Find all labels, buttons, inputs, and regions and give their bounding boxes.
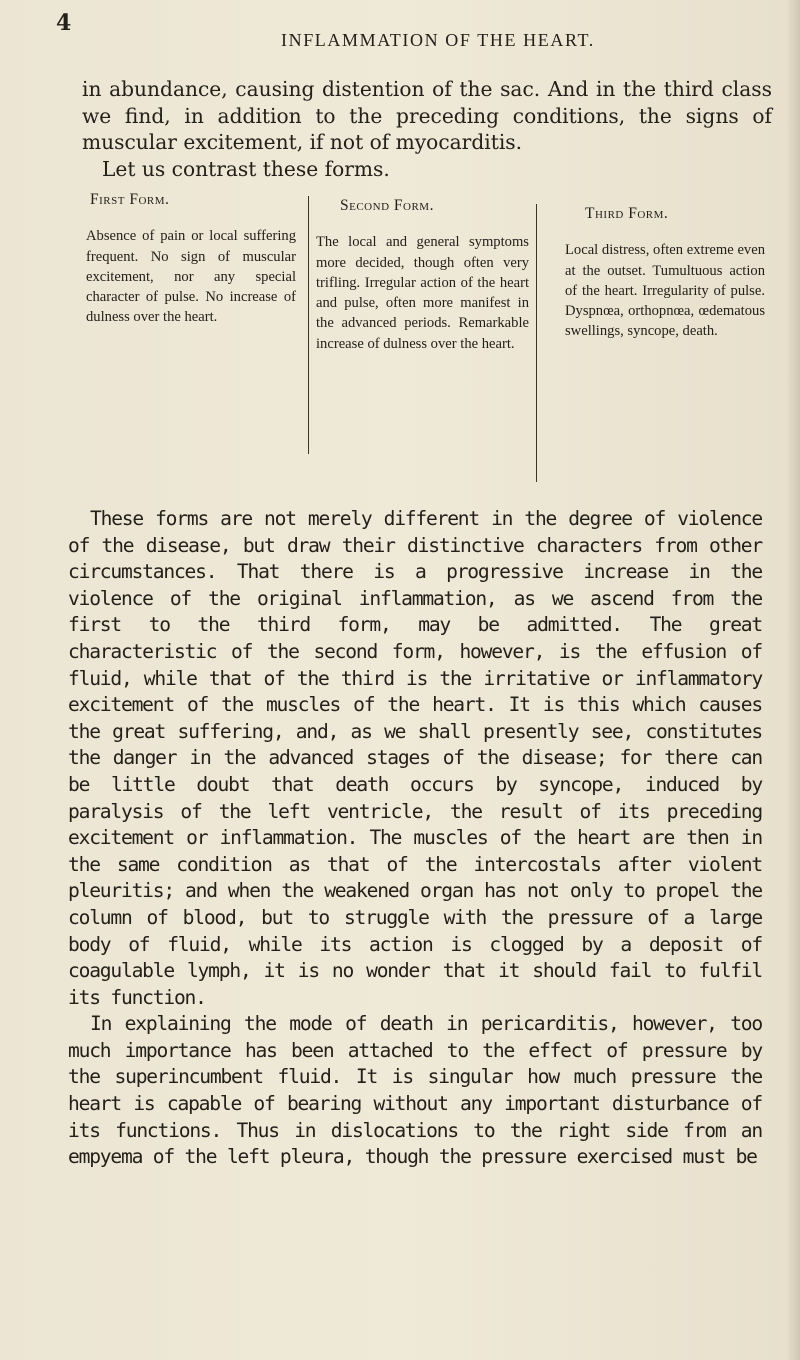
body-paragraph: These forms are not merely different in the degree of violence of the disease, but draw their distinctive characters from other circumstances. That there is a progressive increase in the violence of the original inflammation, as we ascend from the first to the third form, may be admitted. The great characteristic of the second form, however, is the effusion of fluid, while that of the third is the irritative or inflammatory excitement of the muscles of the heart. It is this which causes the great suffering, and, as we shall presently see, constitutes the danger in the advanced stages of the disease; for there can be little doubt that death occurs by syncope, induced by paralysis of the left ventricle, the result of its preceding excitement or inflammation. The muscles of the heart are then in the same condition as that of the intercostals after violent pleuritis; and when the weakened organ has not only to propel the column of blood, but to struggle with the pressure of a large body of fluid, while its action is clogged by a deposit of coagulable lymph, it is no wonder that it should fail to fulfil its function. xyxy=(68,507,762,1009)
running-title: INFLAMMATION OF THE HEART. xyxy=(281,30,595,50)
forms-comparison-table xyxy=(86,190,776,490)
third-form-heading: Third Form. xyxy=(585,205,669,222)
first-form-heading: First Form. xyxy=(90,191,170,208)
body-paragraph: In explaining the mode of death in pericarditis, however, too much importance has been attached to the effect of pressure by the superincumbent fluid. It is singular how much pressure the heart is capable of bearing without any important disturbance of its functions. Thus in dislocations to the right side from an empyema of the left pleura, though the pressure exercised must be xyxy=(68,1012,762,1169)
first-form-text: Absence of pain or local suffering frequent. No sign of muscular excitement, nor any special character of pulse. No increase of dulness over the heart. xyxy=(86,228,296,326)
intro-paragraph: in abundance, causing distention of the sac. And in the third class we find, in addition to the preceding conditions, the signs of muscular excitement, if not of myocarditis. xyxy=(82,77,772,154)
third-form-text: Local distress, often extreme even at the outset. Tumultuous action of the heart. Irregularity of pulse. Dyspnœa, orthopnœa, œdematous swellings, syncope, death. xyxy=(565,242,765,340)
column-divider xyxy=(308,196,309,454)
second-form-column xyxy=(316,196,529,354)
second-form-heading: Second Form. xyxy=(340,197,434,214)
intro-text xyxy=(82,76,772,182)
third-form-column xyxy=(565,204,765,342)
body-text xyxy=(68,506,762,1171)
contrast-line: Let us contrast these forms. xyxy=(102,156,390,181)
page-number: 4 xyxy=(56,10,72,36)
page-edge-shadow xyxy=(786,0,800,1360)
column-divider xyxy=(536,204,537,482)
second-form-text: The local and general symptoms more decided, though often very trifling. Irregular action of the heart and pulse, often more manifest in the advanced periods. Remarkable increase of dulness over the heart. xyxy=(316,234,529,352)
first-form-column xyxy=(86,190,296,328)
